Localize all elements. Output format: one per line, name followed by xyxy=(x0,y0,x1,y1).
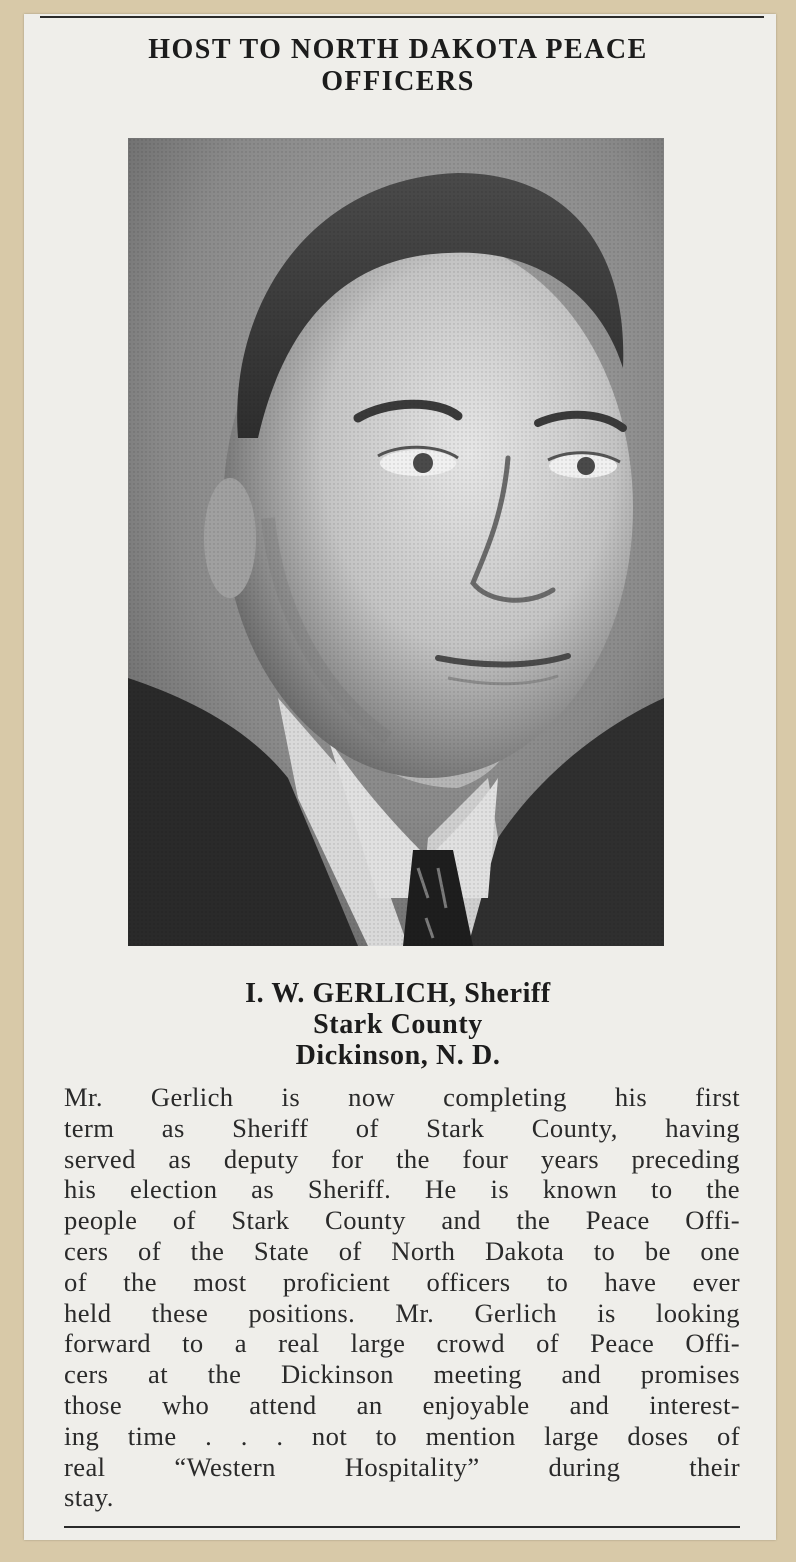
body-line: cers of the State of North Dakota to be one xyxy=(64,1235,740,1266)
body-line: held these positions. Mr. Gerlich is looking xyxy=(64,1297,740,1328)
caption-city: Dickinson, N. D. xyxy=(295,1040,501,1071)
body-line: his election as Sheriff. He is known to the xyxy=(64,1174,740,1205)
top-rule xyxy=(40,16,764,18)
headline-line-1: HOST TO NORTH DAKOTA PEACE xyxy=(148,34,648,65)
body-line: people of Stark County and the Peace Offi- xyxy=(64,1205,740,1236)
article-body xyxy=(64,1082,740,1513)
body-line: term as Sheriff of Stark County, having xyxy=(64,1112,740,1143)
portrait-illustration xyxy=(128,138,664,946)
body-line: real “Western Hospitality” during their xyxy=(64,1451,740,1482)
body-line: served as deputy for the four years preceding xyxy=(64,1143,740,1174)
body-line: Mr. Gerlich is now completing his first xyxy=(64,1082,740,1112)
body-line: cers at the Dickinson meeting and promises xyxy=(64,1359,740,1390)
body-line: of the most proficient officers to have ever xyxy=(64,1266,740,1297)
body-line: those who attend an enjoyable and interest- xyxy=(64,1389,740,1420)
caption-name-title: I. W. GERLICH, Sheriff xyxy=(245,978,551,1009)
body-line: ing time . . . not to mention large doses of xyxy=(64,1420,740,1451)
body-line: stay. xyxy=(64,1482,114,1513)
caption-county: Stark County xyxy=(313,1009,483,1040)
body-line: forward to a real large crowd of Peace Offi- xyxy=(64,1328,740,1359)
bottom-rule xyxy=(64,1526,740,1528)
portrait-photo xyxy=(128,138,664,946)
headline-line-2: OFFICERS xyxy=(321,66,475,97)
headline xyxy=(60,34,736,98)
